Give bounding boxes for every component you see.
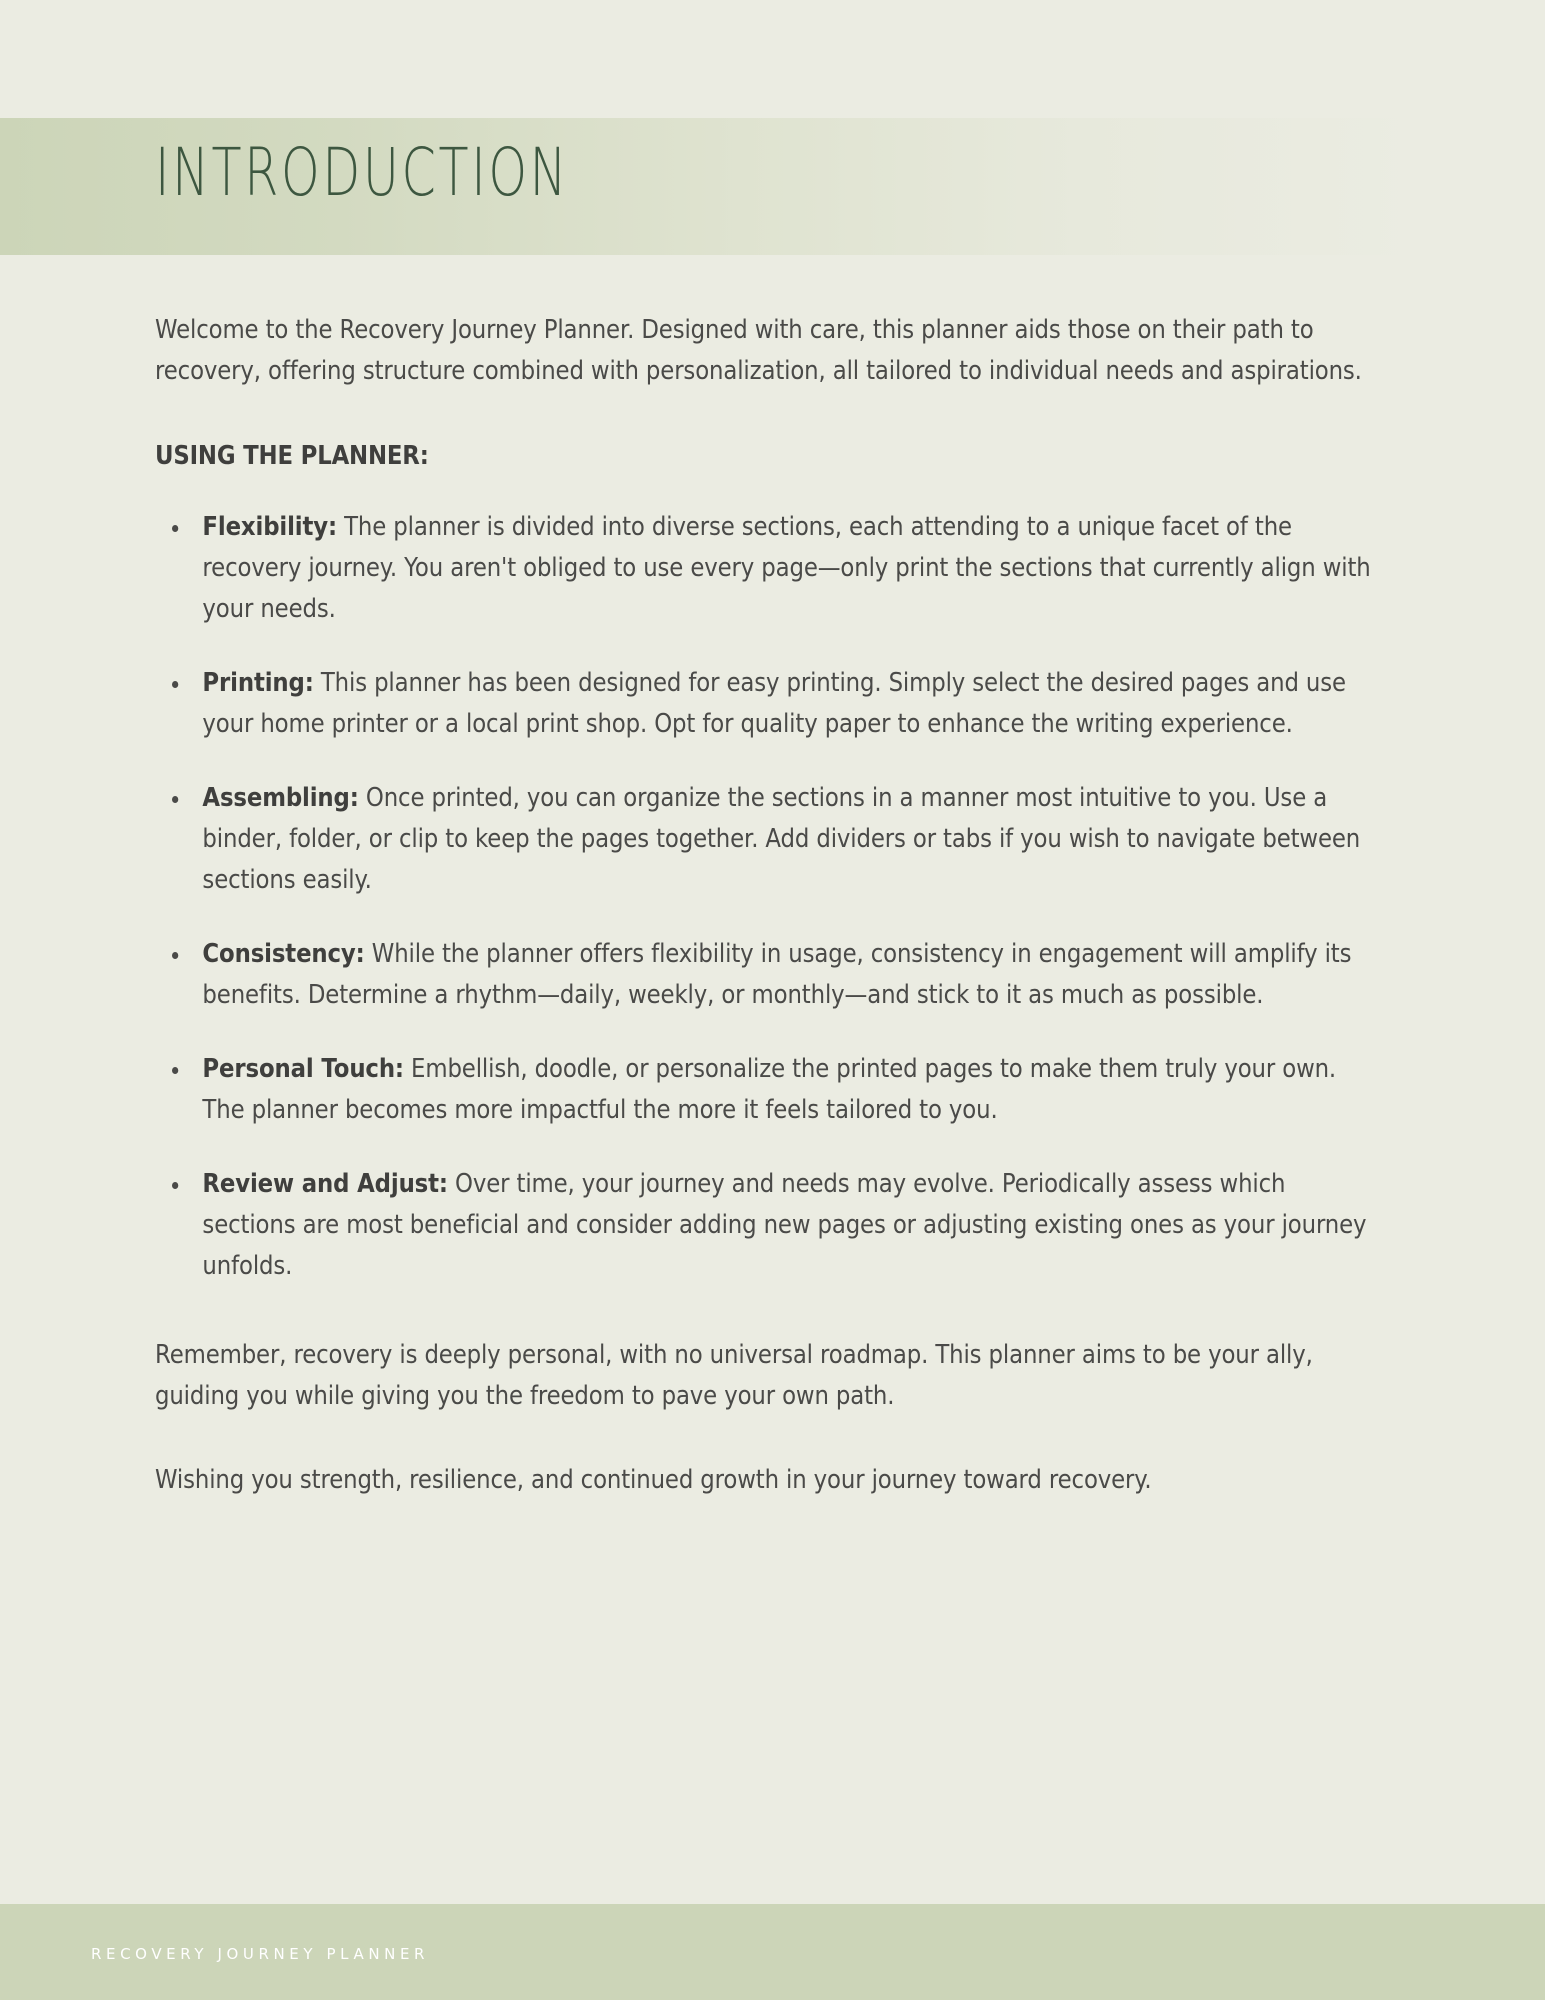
document-body — [155, 310, 1380, 1501]
intro-paragraph: Welcome to the Recovery Journey Planner. Designed with care, this planner aids those on their path to recovery, offering structure combined with personalization, all tailored to individual needs and aspirations. — [155, 315, 1362, 386]
list-item — [155, 663, 1379, 745]
bullet-text: This planner has been designed for easy printing. Simply select the desired pages and use your home printer or a local print shop. Opt for quality paper to enhance the writing experience. — [202, 668, 1346, 739]
section-heading-using-the-planner: USING THE PLANNER: — [155, 441, 429, 471]
bullet-label: Printing: — [202, 668, 314, 698]
planner-guidelines-list — [155, 507, 1380, 1287]
list-item — [155, 934, 1379, 1016]
list-item — [155, 507, 1379, 630]
bullet-text: While the planner offers flexibility in usage, consistency in engagement will amplify its benefits. Determine a rhythm—daily, weekly, or monthly—and stick to it as much as possible. — [202, 939, 1352, 1010]
page-title: INTRODUCTION — [155, 134, 570, 212]
bullet-label: Assembling: — [202, 783, 359, 813]
list-item — [155, 1164, 1379, 1287]
bullet-label: Consistency: — [202, 939, 365, 969]
bullet-text: Once printed, you can organize the sections in a manner most intuitive to you. Use a binder, folder, or clip to keep the pages together. Add dividers or tabs if you wish to navigate between sections easily. — [202, 783, 1361, 895]
list-item — [155, 778, 1379, 901]
closing-paragraph-2: Wishing you strength, resilience, and continued growth in your journey toward recovery. — [155, 1465, 1152, 1495]
bullet-text: The planner is divided into diverse sections, each attending to a unique facet of the recovery journey. You aren't obliged to use every page—only print the sections that currently align with your needs. — [202, 512, 1371, 624]
bullet-label: Review and Adjust: — [202, 1169, 448, 1199]
page-footer-band — [0, 1904, 1545, 2000]
bullet-text: Embellish, doodle, or personalize the printed pages to make them truly your own. The planner becomes more impactful the more it feels tailored to you. — [202, 1054, 1337, 1125]
closing-paragraph-1: Remember, recovery is deeply personal, with no universal roadmap. This planner aims to be your ally, guiding you while giving you the freedom to pave your own path. — [155, 1340, 1313, 1411]
bullet-label: Personal Touch: — [202, 1054, 404, 1084]
bullet-text: Over time, your journey and needs may evolve. Periodically assess which sections are most beneficial and consider adding new pages or adjusting existing ones as your journey unfolds. — [202, 1169, 1367, 1281]
bullet-label: Flexibility: — [202, 512, 337, 542]
list-item — [155, 1049, 1379, 1131]
footer-label: RECOVERY JOURNEY PLANNER — [91, 1945, 430, 1963]
